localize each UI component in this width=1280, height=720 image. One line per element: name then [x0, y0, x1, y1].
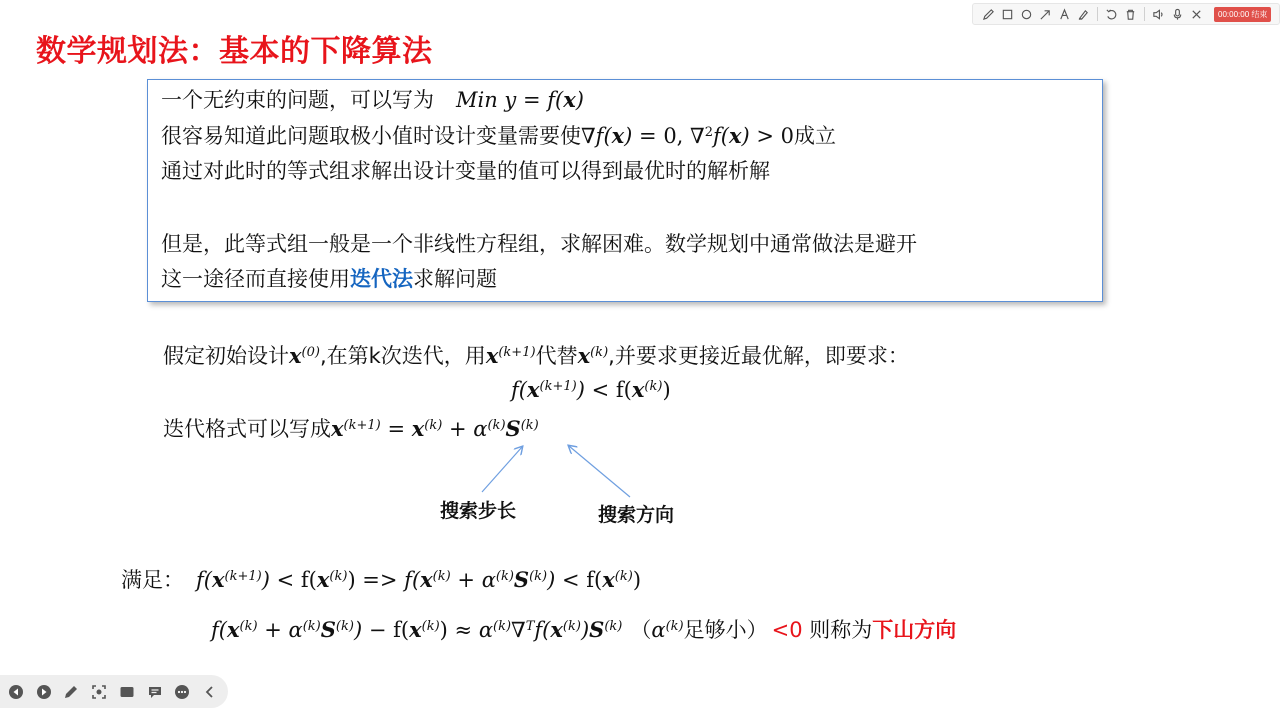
pen-icon[interactable] — [62, 682, 82, 702]
slide-title: 数学规划法：基本的下降算法 — [36, 34, 433, 69]
prev-icon[interactable] — [6, 682, 26, 702]
screen-icon[interactable] — [117, 682, 137, 702]
satisfy-line: 满足： $f(x^{(k+1)}) < f(x^{(k)}) => f(x^{(k)} + \alpha^{(k)}S^{(k)}) < f(x^{(k)})$ — [121, 567, 642, 592]
collapse-icon[interactable] — [200, 682, 220, 702]
box-line-4: 但是，此等式组一般是一个非线性方程组，求解困难。数学规划中通常做法是避开 — [161, 232, 917, 256]
satisfy-text: 满足： — [121, 568, 184, 592]
assume-d: ,并要求更接近最优解，即要求： — [608, 344, 909, 368]
iteration-method-highlight: 迭代法 — [350, 267, 413, 291]
assume-a: 假定初始设计 — [163, 344, 289, 368]
step-size-label: 搜索步长 — [440, 500, 517, 522]
box-line-5-a: 这一途径而直接使用 — [161, 267, 350, 291]
call-text: 则称为 — [802, 618, 873, 642]
box-line-2: 很容易知道此问题取极小值时设计变量需要使∇f(x) = 0, ∇$^2$f(x) > 0成立 — [161, 123, 837, 148]
direction-label: 搜索方向 — [598, 504, 675, 526]
min-keyword: Min — [456, 88, 498, 112]
descent-inequality: $f(x^{(k+1)}) < f(x^{(k)})$ — [511, 377, 671, 402]
assumption-line: 假定初始设计$x^{(0)}$,在第k次迭代，用$x^{(k+1)}$代替$x^{(k)}$,并要求更接近最优解，即要求： — [163, 343, 909, 368]
box-line-5-c: 求解问题 — [413, 267, 497, 291]
less-than-zero: <0 — [771, 618, 803, 642]
downhill-line: $f(x^{(k)} + \alpha^{(k)}S^{(k)}) - f(x^{(k)}) \approx \alpha^{(k)}\nabla^Tf(x^{(k)})S^{(k)}$ （$\alpha^{(k)}$足够小） <0 则称为下山方向 — [211, 617, 957, 642]
paren-text: 足够小） — [683, 618, 768, 642]
box-line-1-text: 一个无约束的问题，可以写为 — [161, 88, 434, 112]
comment-icon[interactable] — [145, 682, 165, 702]
box-line-2-text: 很容易知道此问题取极小值时设计变量需要使 — [161, 124, 581, 148]
downhill-direction-highlight: 下山方向 — [872, 618, 957, 642]
direction-arrow — [569, 446, 630, 497]
next-icon[interactable] — [34, 682, 54, 702]
box-line-2-end: 成立 — [794, 124, 837, 148]
box-line-1: 一个无约束的问题，可以写为 Min y = f(x) — [161, 87, 584, 112]
playback-controls — [0, 675, 228, 708]
recording-timer[interactable]: 00:00:00 结束 — [1214, 7, 1271, 22]
iteration-formula-line: 迭代格式可以写成$x^{(k+1)} = x^{(k)} + \alpha^{(k)}S^{(k)}$ — [163, 416, 539, 441]
step-size-arrow — [482, 447, 522, 492]
assume-c: 代替 — [535, 344, 578, 368]
iter-text: 迭代格式可以写成 — [163, 417, 331, 441]
select-icon[interactable] — [89, 682, 109, 702]
box-line-3: 通过对此时的等式组求解出设计变量的值可以得到最优时的解析解 — [161, 159, 770, 183]
more-icon[interactable] — [173, 682, 193, 702]
assume-b: ,在第k次迭代，用 — [319, 344, 486, 368]
